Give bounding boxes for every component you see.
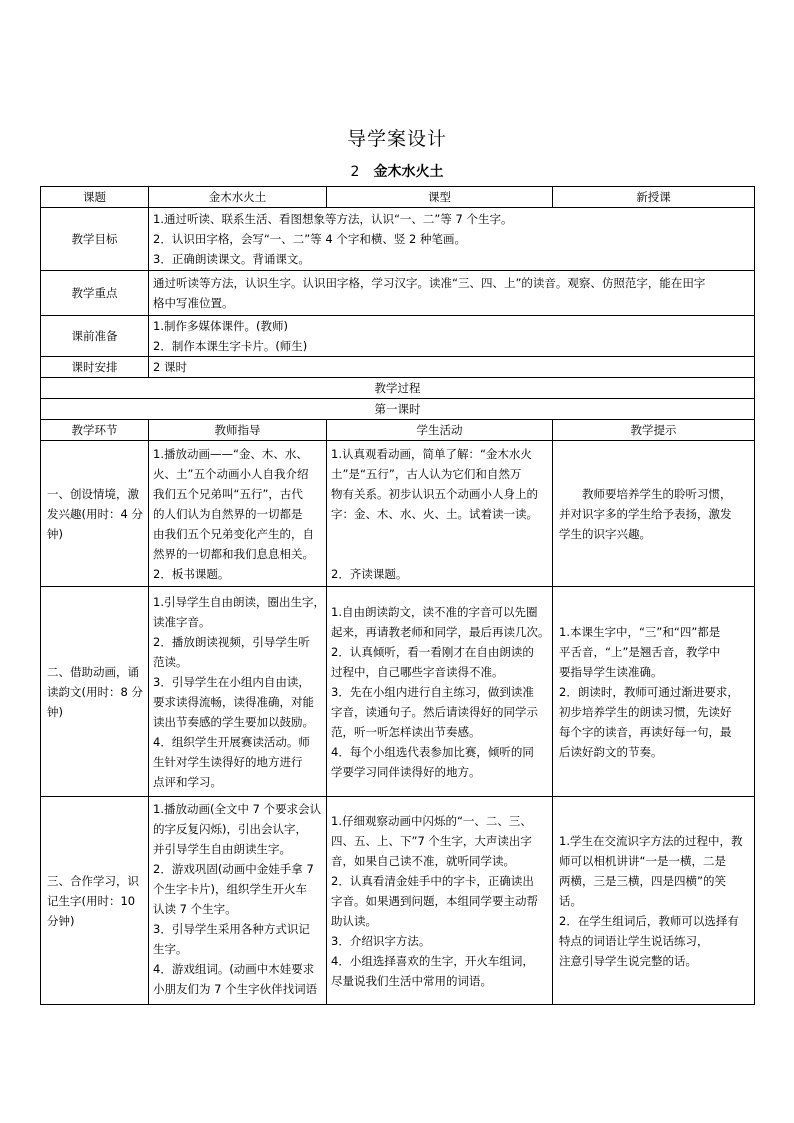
student-line: 3．介绍识字方法。 <box>331 933 431 948</box>
row-goals <box>41 208 755 271</box>
key-label: 教学重点 <box>41 271 149 316</box>
hint-line: 特点的词语让学生说话练习， <box>559 933 709 948</box>
col-header-stage: 教学环节 <box>41 420 149 441</box>
stage-name-line: 读韵文(用时：8 分 <box>47 684 143 699</box>
teacher-guidance <box>149 587 327 797</box>
student-line: 2．认真看清金娃手中的字卡，正确读出 <box>331 873 534 888</box>
hint-line: 每个字的读音，再读好每一句，最 <box>559 724 732 739</box>
process-title: 教学过程 <box>41 378 755 399</box>
hours-label: 课时安排 <box>41 357 149 378</box>
stage-row <box>41 587 755 797</box>
student-line: 2．认真倾听，看一看刚才在自由朗读的 <box>331 644 534 659</box>
student-line: 音，如果自己读不准，就听同学读。 <box>331 853 515 868</box>
teacher-line: 然界的一切都和我们息息相关。 <box>153 546 314 561</box>
student-line: 助认读。 <box>331 913 377 928</box>
goal-item: 1.通过听读、联系生活、看图想象等方法，认识“一、二”等 7 个生字。 <box>153 212 513 226</box>
hint-line: 要指导学生读准确。 <box>559 664 663 679</box>
student-line: 物有关系。初步认识五个动画小人身上的 <box>331 486 538 501</box>
stage-name-line: 分钟) <box>47 913 75 928</box>
student-line: 字：金、木、水、火、土。试着读一读。 <box>331 506 538 521</box>
stage-name <box>41 441 149 587</box>
row-key-points <box>41 271 755 316</box>
teaching-hint <box>553 797 755 1005</box>
student-line: 1.仔细观察动画中闪烁的“一、二、三、 <box>331 813 532 828</box>
student-line: 2．齐读课题。 <box>331 566 408 581</box>
stage-name-line: 一、创设情境，激 <box>47 486 139 501</box>
goal-item: 2．认识田字格，会写“一、二”等 4 个字和横、竖 2 种笔画。 <box>153 232 466 246</box>
teacher-line: 读出节奏感的学生要加以鼓励。 <box>153 714 314 729</box>
student-spacer <box>331 524 548 564</box>
stage-name-line: 三、合作学习，识 <box>47 873 139 888</box>
student-line: 1.认真观看动画，简单了解：“金木水火 <box>331 446 532 461</box>
teacher-line: 范读。 <box>153 654 188 669</box>
student-line: 3．先在小组内进行自主练习，做到读准 <box>331 684 534 699</box>
stage-name <box>41 797 149 1005</box>
teacher-line: 2．游戏巩固(动画中金娃手拿 7 <box>153 862 314 876</box>
teacher-line: 小朋友们为 7 个生字伙伴找词语 <box>153 982 318 996</box>
hint-line: 师可以相机讲讲“一是一横，二是 <box>559 853 726 868</box>
row-lesson-title <box>41 399 755 420</box>
key-points <box>149 271 755 316</box>
key-line: 通过听读等方法，认识生字。认识田字格，学习汉字。读准“三、四、上”的读音。观察、仿照范字，能在田字 <box>153 276 706 290</box>
lesson-subtitle <box>0 161 794 181</box>
lesson-number: 2 <box>350 164 360 180</box>
teacher-line: 火、土”五个动画小人自我介绍 <box>153 466 309 481</box>
student-line: 4．每个小组选代表参加比赛，倾听的同 <box>331 744 534 759</box>
hint-line: 初步培养学生的朗读习惯，先读好 <box>559 704 732 719</box>
student-line: 起来，再请教老师和同学，最后再读几次。 <box>331 624 550 639</box>
student-activity <box>327 587 553 797</box>
goals-list <box>149 208 755 271</box>
hint-line: 注意引导学生说完整的话。 <box>559 953 697 968</box>
hint-line: 2．朗读时，教师可通过渐进要求， <box>559 684 739 699</box>
course-value: 金木水火土 <box>149 187 327 208</box>
stage-name-line: 发兴趣(用时：4 分 <box>47 506 143 521</box>
teacher-line: 的字反复闪烁)，引出会认字， <box>153 822 307 836</box>
course-label: 课题 <box>41 187 149 208</box>
col-header-student: 学生活动 <box>327 420 553 441</box>
student-line: 1.自由朗读韵文，读不准的字音可以先圈 <box>331 604 538 619</box>
teaching-hint <box>553 441 755 587</box>
hint-line: 并对识字多的学生给予表扬，激发 <box>559 506 732 521</box>
teaching-hint <box>553 587 755 797</box>
teacher-line: 的人们认为自然界的一切都是 <box>153 506 303 521</box>
stage-name <box>41 587 149 797</box>
teacher-line: 读准字音。 <box>153 614 211 629</box>
teacher-line: 1.引导学生自由朗读，圈出生字， <box>153 594 325 609</box>
row-hours <box>41 357 755 378</box>
teacher-line: 2．板书课题。 <box>153 566 230 581</box>
student-line: 土”是“五行”，古人认为它们和自然万 <box>331 466 522 481</box>
hint-line: 1.学生在交流识字方法的过程中，教 <box>559 833 743 848</box>
document-title: 导学案设计 <box>346 128 447 150</box>
key-line: 格中写准位置。 <box>153 296 234 310</box>
teacher-line: 2．播放朗读视频，引导学生听 <box>153 634 310 649</box>
teacher-line: 4．游戏组词。(动画中木娃要求 <box>153 962 315 976</box>
teacher-guidance <box>149 441 327 587</box>
student-line: 过程中，自己哪些字音读得不准。 <box>331 664 504 679</box>
teacher-line: 认读 7 个生字。 <box>153 902 237 916</box>
prep-item: 2．制作本课生字卡片。(师生) <box>153 339 308 353</box>
lesson-period-title: 第一课时 <box>41 399 755 420</box>
stage-name-line: 钟) <box>47 526 63 541</box>
type-label: 课型 <box>327 187 553 208</box>
goals-label: 教学目标 <box>41 208 149 271</box>
teacher-line: 我们五个兄弟叫“五行”，古代 <box>153 486 303 501</box>
stage-name-line: 钟) <box>47 704 63 719</box>
hint-line: 教师要培养学生的聆听习惯， <box>582 486 732 501</box>
stage-row <box>41 797 755 1005</box>
teacher-line: 生字。 <box>153 942 188 956</box>
prep-list <box>149 316 755 357</box>
teacher-line: 1.播放动画——“金、木、水、 <box>153 446 308 461</box>
row-course <box>41 187 755 208</box>
hint-line: 学生的识字兴趣。 <box>559 526 651 541</box>
student-line: 学要学习同伴读得好的地方。 <box>331 764 481 779</box>
prep-label: 课前准备 <box>41 316 149 357</box>
stage-name-line: 二、借助动画，诵 <box>47 664 139 679</box>
hint-line: 1.本课生字中，“三”和“四”都是 <box>559 624 721 639</box>
stage-row <box>41 441 755 587</box>
hint-line: 平舌音，“上”是翘舌音，教学中 <box>559 644 721 659</box>
student-line: 字音，读通句子。然后请读得好的同学示 <box>331 704 538 719</box>
hint-line: 2．在学生组词后，教师可以选择有 <box>559 913 739 928</box>
teacher-line: 点评和学习。 <box>153 774 222 789</box>
student-line: 四、五、上、下”7 个生字，大声读出字 <box>331 833 532 848</box>
teacher-line: 生针对学生读得好的地方进行 <box>153 754 303 769</box>
student-line: 范，听一听怎样读出节奏感。 <box>331 724 481 739</box>
type-value: 新授课 <box>553 187 755 208</box>
col-header-teacher: 教师指导 <box>149 420 327 441</box>
teacher-guidance <box>149 797 327 1005</box>
lesson-name: 金木水火土 <box>373 164 444 180</box>
teacher-line: 并引导学生自由朗读生字。 <box>153 842 291 856</box>
teacher-line: 3．引导学生在小组内自由读， <box>153 674 310 689</box>
row-process-title <box>41 378 755 399</box>
row-column-headers <box>41 420 755 441</box>
goal-item: 3．正确朗读课文。背诵课文。 <box>153 252 310 266</box>
teacher-line: 要求读得流畅，读得准确，对能 <box>153 694 314 709</box>
student-line: 字音。如果遇到问题，本组同学要主动帮 <box>331 893 538 908</box>
lesson-plan-table <box>40 186 755 1005</box>
student-line: 尽量说我们生活中常用的词语。 <box>331 973 492 988</box>
prep-item: 1.制作多媒体课件。(教师) <box>153 319 288 333</box>
row-preparation <box>41 316 755 357</box>
hint-line: 话。 <box>559 893 582 908</box>
teacher-line: 3．引导学生采用各种方式识记 <box>153 922 310 936</box>
hours-value: 2 课时 <box>149 357 755 378</box>
hint-line: 后读好韵文的节奏。 <box>559 744 663 759</box>
student-activity <box>327 797 553 1005</box>
teacher-line: 由我们五个兄弟变化产生的，自 <box>153 526 314 541</box>
teacher-line: 4．组织学生开展赛读活动。师 <box>153 734 310 749</box>
hint-line: 两横，三是三横，四是四横”的笑 <box>559 873 726 888</box>
teacher-line: 个生字卡片)，组织学生开火车 <box>153 882 307 896</box>
student-activity <box>327 441 553 587</box>
stage-name-line: 记生字(用时：10 <box>47 893 136 908</box>
teacher-line: 1.播放动画(全文中 7 个要求会认 <box>153 802 322 816</box>
student-line: 4．小组选择喜欢的生字，开火车组词， <box>331 953 534 968</box>
col-header-hint: 教学提示 <box>553 420 755 441</box>
